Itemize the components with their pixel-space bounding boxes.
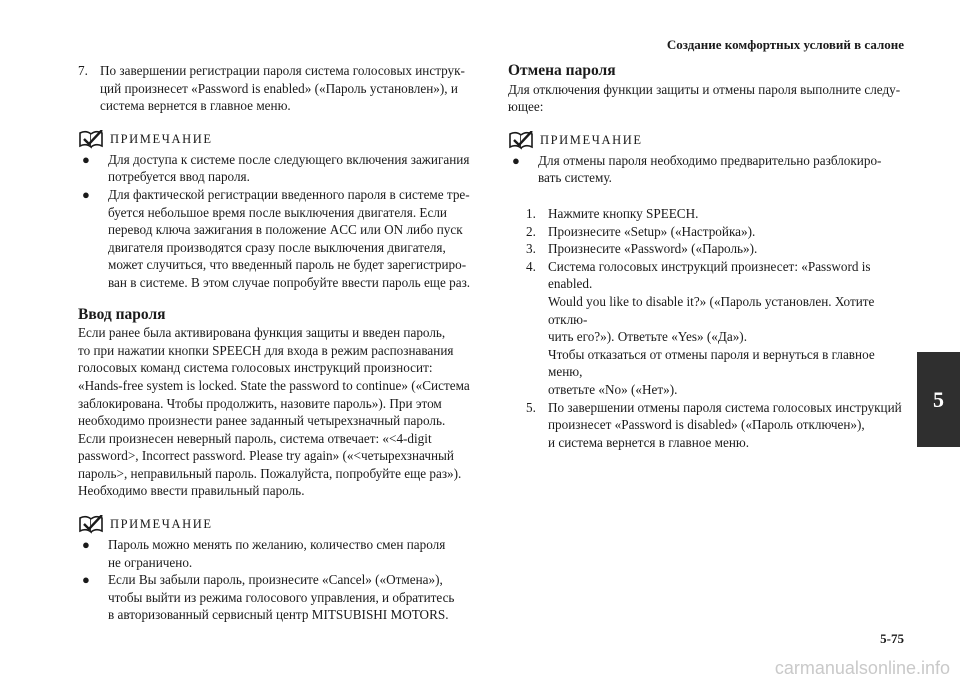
note-bullet [78, 536, 483, 571]
step-number: 1. [526, 205, 536, 221]
watermark: carmanualsonline.info [774, 658, 950, 678]
bullet-text: Пароль можно менять по желанию, количество смен пароля не ограничено. [108, 537, 446, 570]
section-title-password-entry: Ввод пароля [78, 305, 166, 323]
note-label: ПРИМЕЧАНИЕ [540, 132, 643, 147]
chapter-tab: 5 [917, 352, 960, 447]
note-header [508, 131, 908, 151]
step-number: 5. [526, 399, 536, 415]
bullet-text: Для фактической регистрации введенного пароля в системе тре- буется небольшое время после выключения двигателя. Если перевод ключа зажигания в положение ACC или ON либо пуск двигателя производятся сразу после выключения двигателя, может случиться, что введенный пароль не будет зарегистриро- ван в системе. В этом случае попробуйте ввести пароль еще раз. [108, 186, 471, 290]
page-header: Создание комфортных условий в салоне [666, 37, 904, 52]
note-label: ПРИМЕЧАНИЕ [110, 517, 213, 532]
step-text: По завершении регистрации пароля система голосовых инструк- ций произнесет «Password is enabled» («Пароль установлен»), и система вернется в главное меню. [100, 63, 465, 114]
note-icon [78, 515, 104, 535]
bullet-icon: ● [82, 186, 90, 202]
step-item [526, 258, 908, 399]
note-header [78, 515, 483, 535]
note-label: ПРИМЕЧАНИЕ [110, 131, 213, 146]
step-text: Система голосовых инструкций произнесет: «Password is enabled. Would you like to disable it?» («Пароль установлен. Хотите отклю- чить его?»). Ответьте «Yes» («Да»). Чтобы отказаться от отмены пароля и вернуться в главное меню, ответьте «No» («Нет»). [548, 258, 875, 397]
bullet-icon: ● [82, 151, 90, 167]
step-item [526, 240, 908, 258]
note-bullet [78, 571, 483, 624]
step-text: Произнесите «Password» («Пароль»). [548, 241, 758, 257]
note-icon [78, 130, 104, 150]
step-number: 7. [78, 63, 88, 78]
step-text: Нажмите кнопку SPEECH. [548, 205, 699, 221]
note-icon [508, 131, 534, 151]
step-number: 4. [526, 258, 536, 274]
section-title-password-cancel: Отмена пароля [508, 62, 616, 79]
note-bullet [78, 186, 483, 292]
note-bullet [78, 151, 483, 186]
step-text: По завершении отмены пароля система голосовых инструкций произнесет «Password is disabled» («Пароль отключен»), и система вернется в главное меню. [548, 399, 902, 450]
bullet-icon: ● [82, 572, 90, 588]
section-paragraph: Если ранее была активирована функция защиты и введен пароль, то при нажатии кнопки SPEECH для входа в режим распознавания голосовых команд система голосовых инструкций произносит: «Hands-free system is locked. State the password to continue» («Система заблокирована. Чтобы продолжить, назовите пароль»). При этом необходимо произнести ранее заданный четырехзначный пароль. Если произнесен неверный пароль, система отвечает: «<4-digit password>, Incorrect password. Please try again» («<четырехзначный пароль>, неправильный пароль. Пожалуйста, попробуйте еще раз»). Необходимо ввести правильный пароль. [78, 325, 470, 499]
step-item [526, 399, 908, 452]
steps-list [508, 205, 908, 451]
step-text: Произнесите «Setup» («Настройка»). [548, 223, 756, 239]
page-number: 5-75 [880, 631, 904, 646]
bullet-icon: ● [82, 537, 90, 553]
step-number: 3. [526, 241, 536, 257]
step-item [526, 205, 908, 223]
section-paragraph: Для отключения функции защиты и отмены пароля выполните следу- ющее: [508, 81, 901, 115]
note-bullet [508, 152, 908, 187]
note-block [78, 130, 483, 292]
bullet-text: Для отмены пароля необходимо предварительно разблокиро- вать систему. [538, 152, 882, 186]
note-header [78, 130, 483, 150]
bullet-text: Если Вы забыли пароль, произнесите «Cancel» («Отмена»), чтобы выйти из режима голосового управления, и обратитесь в авторизованный сервисный центр MITSUBISHI MOTORS. [108, 572, 455, 623]
left-column [78, 62, 483, 624]
right-column [508, 62, 908, 451]
note-block [508, 131, 908, 187]
bullet-icon: ● [512, 152, 520, 168]
bullet-text: Для доступа к системе после следующего включения зажигания потребуется ввод пароля. [108, 151, 470, 185]
step-7 [78, 62, 483, 115]
step-number: 2. [526, 223, 536, 239]
step-item [526, 223, 908, 241]
note-block [78, 515, 483, 624]
